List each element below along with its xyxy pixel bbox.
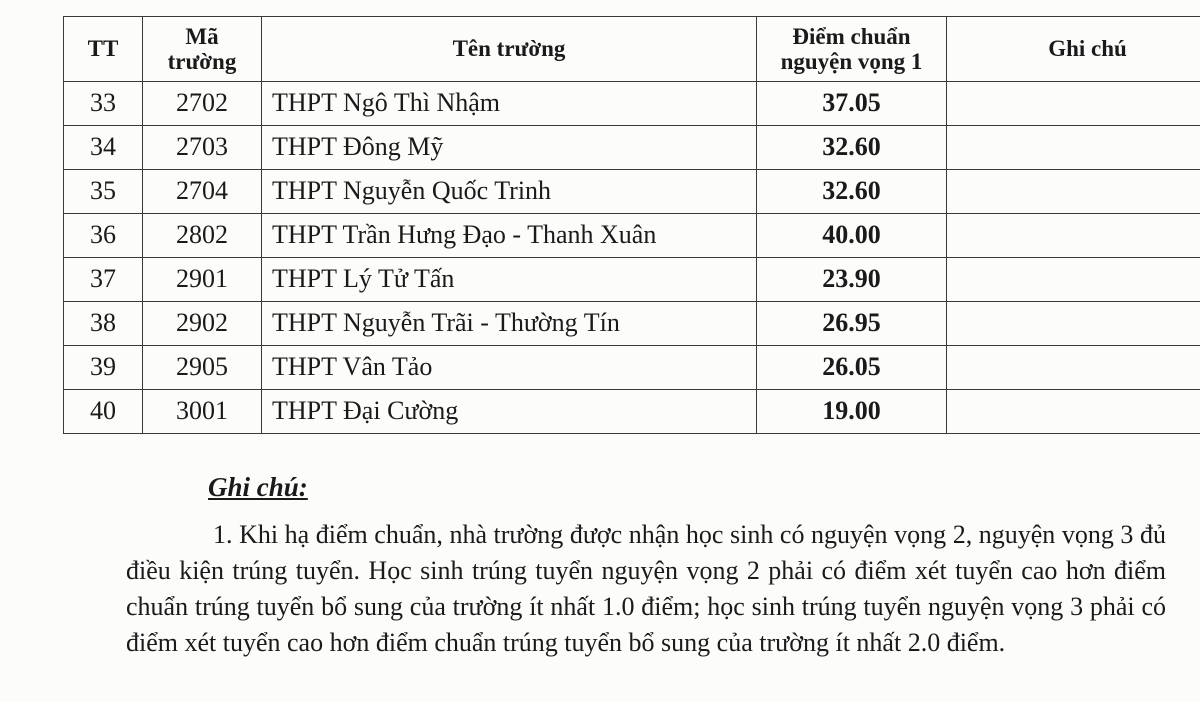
- row-school-name: THPT Nguyễn Quốc Trinh: [262, 170, 757, 214]
- header-note: Ghi chú: [947, 17, 1200, 82]
- header-school-code: [143, 17, 262, 82]
- row-tt: 39: [64, 346, 143, 390]
- table-row: [64, 82, 1200, 126]
- row-note: [947, 170, 1200, 214]
- header-score: [757, 17, 947, 82]
- row-school-name: THPT Ngô Thì Nhậm: [262, 82, 757, 126]
- row-school-code: 2905: [143, 346, 262, 390]
- row-school-code: 2901: [143, 258, 262, 302]
- row-tt: 40: [64, 390, 143, 434]
- row-tt: 35: [64, 170, 143, 214]
- table-header-row: [64, 17, 1200, 82]
- row-note: [947, 126, 1200, 170]
- header-score-line2: nguyện vọng 1: [780, 49, 923, 74]
- row-score: 32.60: [757, 170, 947, 214]
- header-school-code-line1: Mã: [185, 23, 219, 49]
- row-note: [947, 346, 1200, 390]
- table-row: [64, 170, 1200, 214]
- row-score: 37.05: [757, 82, 947, 126]
- row-tt: 37: [64, 258, 143, 302]
- notes-paragraph: 1. Khi hạ điểm chuẩn, nhà trường được nhận học sinh có nguyện vọng 2, nguyện vọng 3 đủ điều kiện trúng tuyển. Học sinh trúng tuyển nguyện vọng 2 phải có điểm xét tuyển cao hơn điểm chuẩn trúng tuyển bổ sung của trường ít nhất 1.0 điểm; học sinh trúng tuyển nguyện vọng 3 phải có điểm xét tuyển cao hơn điểm chuẩn trúng tuyển bổ sung của trường ít nhất 2.0 điểm.: [126, 520, 1166, 657]
- table-row: [64, 390, 1200, 434]
- row-score: 26.05: [757, 346, 947, 390]
- row-school-name: THPT Lý Tử Tấn: [262, 258, 757, 302]
- row-note: [947, 302, 1200, 346]
- row-school-code: 2704: [143, 170, 262, 214]
- header-school-name: Tên trường: [262, 17, 757, 82]
- header-tt: TT: [64, 17, 143, 82]
- row-score: 26.95: [757, 302, 947, 346]
- row-school-name: THPT Đông Mỹ: [262, 126, 757, 170]
- table-row: [64, 214, 1200, 258]
- row-note: [947, 258, 1200, 302]
- row-tt: 38: [64, 302, 143, 346]
- header-school-code-line2: trường: [167, 49, 237, 74]
- row-score: 32.60: [757, 126, 947, 170]
- row-score: 23.90: [757, 258, 947, 302]
- table-row: [64, 346, 1200, 390]
- row-score: 19.00: [757, 390, 947, 434]
- row-score: 40.00: [757, 214, 947, 258]
- row-note: [947, 214, 1200, 258]
- table-row: [64, 126, 1200, 170]
- row-school-code: 2802: [143, 214, 262, 258]
- row-tt: 33: [64, 82, 143, 126]
- notes-section: [126, 472, 1166, 661]
- row-school-name: THPT Nguyễn Trãi - Thường Tín: [262, 302, 757, 346]
- table-row: [64, 302, 1200, 346]
- row-school-name: THPT Vân Tảo: [262, 346, 757, 390]
- row-school-code: 2703: [143, 126, 262, 170]
- row-note: [947, 82, 1200, 126]
- row-school-code: 2702: [143, 82, 262, 126]
- notes-title: Ghi chú:: [208, 472, 308, 502]
- header-score-line1: Điểm chuẩn: [792, 23, 911, 49]
- row-tt: 34: [64, 126, 143, 170]
- table-row: [64, 258, 1200, 302]
- row-school-code: 2902: [143, 302, 262, 346]
- row-school-code: 3001: [143, 390, 262, 434]
- row-tt: 36: [64, 214, 143, 258]
- row-school-name: THPT Đại Cường: [262, 390, 757, 434]
- row-note: [947, 390, 1200, 434]
- admission-score-table: [63, 16, 1200, 434]
- row-school-name: THPT Trần Hưng Đạo - Thanh Xuân: [262, 214, 757, 258]
